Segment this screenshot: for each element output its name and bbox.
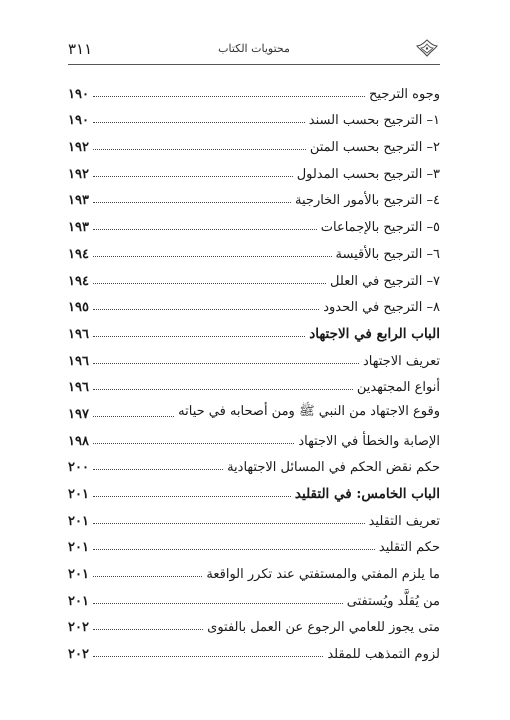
dot-leader [93,363,359,364]
toc-entry-page: ١٩٣ [68,220,89,236]
dot-leader [93,523,365,524]
toc-entry [68,318,440,345]
toc-entry [68,158,440,185]
toc-entry [68,612,440,639]
toc-entry [68,372,440,399]
toc-entry-page: ١٩٦ [68,380,89,396]
dot-leader [93,469,223,470]
toc-entry-title: وقوع الاجتهاد من النبي ﷺ ومن أصحابه في حياته [178,403,440,419]
toc-entry-page: ١٩٦ [68,326,89,342]
toc-entry-title: ٢– الترجيح بحسب المتن [309,140,440,156]
toc-entry-page: ١٩٤ [68,246,89,262]
page-number: ٣١١ [68,40,93,58]
dot-leader [93,549,375,550]
toc-entry [68,478,440,505]
toc-entry [68,532,440,559]
dot-leader [93,309,319,310]
toc-entry-page: ٢٠١ [68,513,89,529]
toc-entry-page: ٢٠١ [68,593,89,609]
dot-leader [93,656,323,657]
toc-entry [68,292,440,319]
dot-leader [93,576,202,577]
toc-entry [68,238,440,265]
toc-entry-page: ٢٠١ [68,487,89,502]
toc-entry-title: حكم نقض الحكم في المسائل الاجتهادية [227,460,440,476]
dot-leader [93,176,293,177]
toc-entry-page: ١٩٠ [68,86,89,102]
toc-entry-page: ١٩٨ [68,433,89,449]
toc-entry-page: ١٩٥ [68,300,89,316]
page-header [68,38,440,65]
toc-entry [68,185,440,212]
ornament-icon [414,38,440,58]
toc-entry-page: ١٩٠ [68,113,89,129]
toc-entry-title: متى يجوز للعامي الرجوع عن العمل بالفتوى [207,620,440,636]
toc-entry-page: ٢٠٢ [68,647,89,663]
dot-leader [93,122,305,123]
toc-entry-page: ٢٠١ [68,567,89,583]
toc-entry-page: ١٩٤ [68,273,89,289]
dot-leader [93,96,365,97]
toc-entry [68,131,440,158]
dot-leader [93,229,317,230]
toc-entry [68,211,440,238]
toc-entry-title: حكم التقليد [378,540,440,556]
dot-leader [93,202,291,203]
toc-entry [68,585,440,612]
toc-entry-title: أنواع المجتهدين [356,380,440,396]
toc-entry-title: الباب الرابع في الاجتهاد [309,325,440,342]
toc-entry-title: الإصابة والخطأ في الاجتهاد [298,433,440,449]
toc-entry-page: ١٩٧ [68,406,89,422]
dot-leader [93,496,291,497]
toc-entry [68,505,440,532]
toc-entry [68,558,440,585]
toc-entry [68,638,440,665]
toc-entry-title: ٥– الترجيح بالإجماعات [320,220,440,236]
toc-entry [68,425,440,452]
toc-entry-page: ١٩٢ [68,166,89,182]
toc-entry-page: ٢٠٠ [68,460,89,476]
toc-entry-page: ٢٠٢ [68,620,89,636]
toc-entry [68,265,440,292]
dot-leader [93,283,326,284]
toc-entry-title: من يُقلَّد ويُستفتى [346,593,440,609]
toc-entry [68,105,440,132]
toc-entry-title: ٦– الترجيح بالأقيسة [335,246,440,262]
toc-entry-title: ١– الترجيح بحسب السند [308,113,440,129]
toc-entry-title: ما يلزم المفتي والمستفتي عند تكرر الواقعة [206,567,440,583]
table-of-contents [68,78,440,665]
dot-leader [93,389,353,390]
toc-entry-title: ٣– الترجيح بحسب المدلول [296,166,440,182]
toc-entry-page: ١٩٢ [68,140,89,156]
toc-entry [68,398,440,425]
toc-entry [68,78,440,105]
dot-leader [93,256,332,257]
dot-leader [93,443,294,444]
running-title: محتويات الكتاب [218,42,290,55]
toc-entry-page: ١٩٣ [68,193,89,209]
dot-leader [93,336,305,337]
toc-entry-title: لزوم التمذهب للمقلد [327,647,440,663]
toc-entry-page: ١٩٦ [68,353,89,369]
toc-entry-title: وجوه الترجيح [369,86,440,102]
toc-entry-title: ٧– الترجيح في العلل [330,273,440,289]
dot-leader [93,149,306,150]
toc-entry-title: تعريف التقليد [368,513,440,529]
toc-entry-title: تعريف الاجتهاد [363,353,440,369]
toc-entry-title: الباب الخامس: في التقليد [294,486,440,502]
dot-leader [93,416,174,417]
toc-entry [68,452,440,479]
dot-leader [93,629,203,630]
toc-entry [68,345,440,372]
dot-leader [93,603,343,604]
toc-entry-title: ٤– الترجيح بالأمور الخارجية [295,193,440,209]
toc-entry-title: ٨– الترجيح في الحدود [323,300,440,316]
toc-entry-page: ٢٠١ [68,540,89,556]
